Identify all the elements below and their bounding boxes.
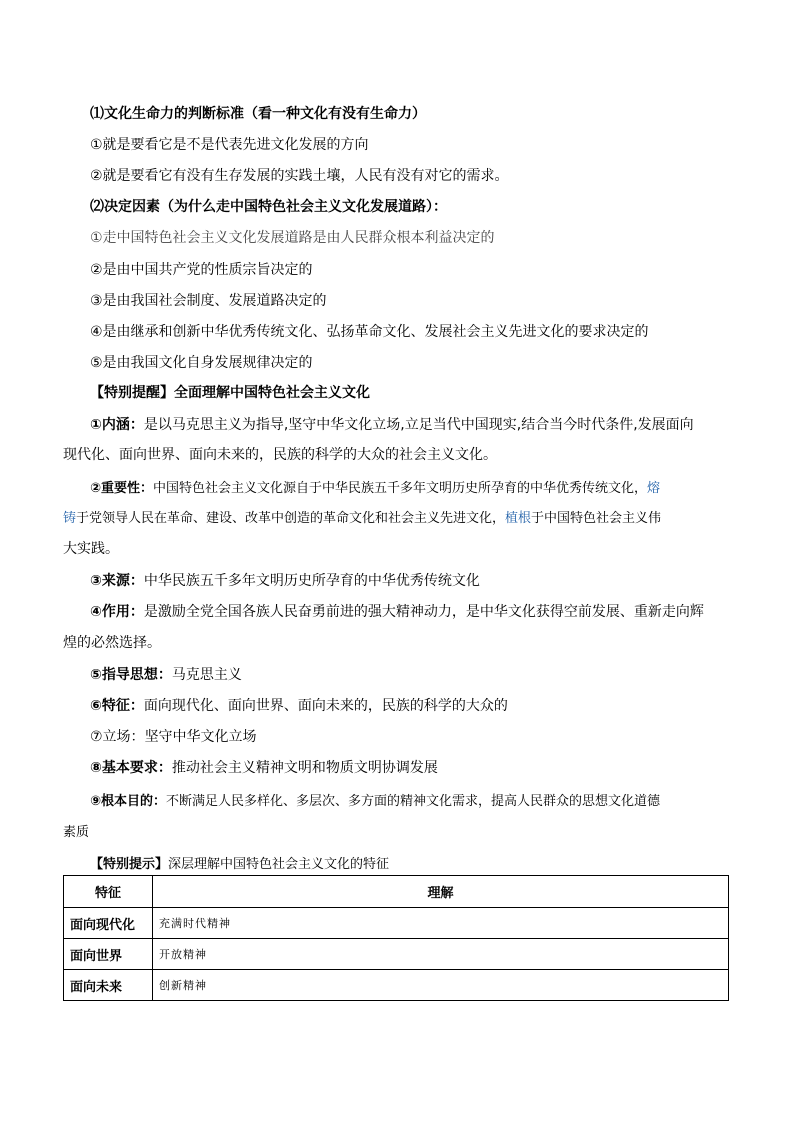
tip-label: 【特别提示】 [90,857,169,872]
section1-heading: ⑴文化生命力的判断标准（看一种文化有没有生命力） [90,106,426,122]
role-text: 是激励全党全国各族人民奋勇前进的强大精神动力，是中华文化获得空前发展、重新走向辉 [143,604,704,620]
role-line [90,601,704,621]
basic-line [90,757,438,777]
importance-line-3: 大实践。 [63,541,119,557]
table-header-cell: 理解 [153,876,729,908]
importance-text: 于中国特色社会主义伟 [531,511,662,526]
section1-item: ②就是要看它有没有生存发展的实践土壤，人民有没有对它的需求。 [90,168,509,184]
feature-label: ⑥特征： [90,698,144,714]
guide-text: 马克思主义 [171,667,242,683]
section2-heading: ⑵决定因素（为什么走中国特色社会主义文化发展道路）： [90,199,447,215]
importance-keyword: 植根 [505,511,532,526]
section2-item: ④是由继承和创新中华优秀传统文化、弘扬革命文化、发展社会主义先进文化的要求决定的 [90,324,649,340]
table-cell-understanding: 开放精神 [153,939,729,970]
table-header-cell: 特征 [64,876,153,908]
table-cell-understanding: 创新精神 [153,970,729,1001]
table-cell-understanding: 充满时代精神 [153,908,729,939]
neihan-line-2: 现代化、面向世界、面向未来的，民族的科学的大众的社会主义文化。 [63,447,497,463]
basic-label: ⑧基本要求： [90,760,172,776]
section2-item: ①走中国特色社会主义文化发展道路是由人民群众根本利益决定的 [90,230,495,246]
importance-keyword: 铸 [63,511,77,526]
table-row [64,939,729,970]
neihan-text: 是以马克思主义为指导,坚守中华文化立场,立足当代中国现实,结合当今时代条件,发展面向 [143,417,694,433]
guide-label: ⑤指导思想： [90,667,172,683]
table-row [64,908,729,939]
source-text: 中华民族五千多年文明历史所孕育的中华优秀传统文化 [143,573,480,589]
feature-table [63,875,729,1001]
importance-keyword: 熔 [647,481,661,496]
table-cell-feature: 面向现代化 [64,908,153,939]
feature-text: 面向现代化、面向世界、面向未来的，民族的科学的大众的 [143,698,508,714]
importance-text: 于党领导人民在革命、建设、改革中创造的革命文化和社会主义先进文化， [76,511,506,526]
table-cell-feature: 面向世界 [64,939,153,970]
importance-line [90,477,660,496]
role-label: ④作用： [90,604,144,620]
tip-text: 深层理解中国特色社会主义文化的特征 [168,857,390,872]
neihan-line [90,414,694,434]
purpose-label: ⑨根本目的： [90,794,167,809]
section1-item: ①就是要看它是不是代表先进文化发展的方向 [90,137,369,153]
importance-text: 中国特色社会主义文化源自于中华民族五千多年文明历史所孕育的中华优秀传统文化， [153,481,648,496]
purpose-line-2: 素质 [63,825,90,840]
source-line [90,570,480,590]
tip-title [90,853,389,872]
stance-text: 坚守中华文化立场 [144,729,257,745]
reminder-title: 【特别提醒】全面理解中国特色社会主义文化 [90,385,370,401]
feature-line [90,695,508,715]
table-cell-feature: 面向未来 [64,970,153,1001]
section2-item: ②是由中国共产党的性质宗旨决定的 [90,262,313,278]
table-row [64,970,729,1001]
section2-item: ⑤是由我国文化自身发展规律决定的 [90,355,313,371]
purpose-text: 不断满足人民多样化、多层次、多方面的精神文化需求，提高人民群众的思想文化道德 [166,794,661,809]
stance-line [90,726,257,746]
basic-text: 推动社会主义精神文明和物质文明协调发展 [171,760,438,776]
importance-label: ②重要性： [90,481,154,496]
table-header-row [64,876,729,908]
importance-line-2 [63,507,661,526]
neihan-label: ①内涵： [90,417,144,433]
section2-item: ③是由我国社会制度、发展道路决定的 [90,293,327,309]
source-label: ③来源： [90,573,144,589]
purpose-line [90,790,660,809]
guide-line [90,664,242,684]
role-line-2: 煌的必然选择。 [63,635,161,651]
stance-label: ⑦立场： [90,729,145,745]
